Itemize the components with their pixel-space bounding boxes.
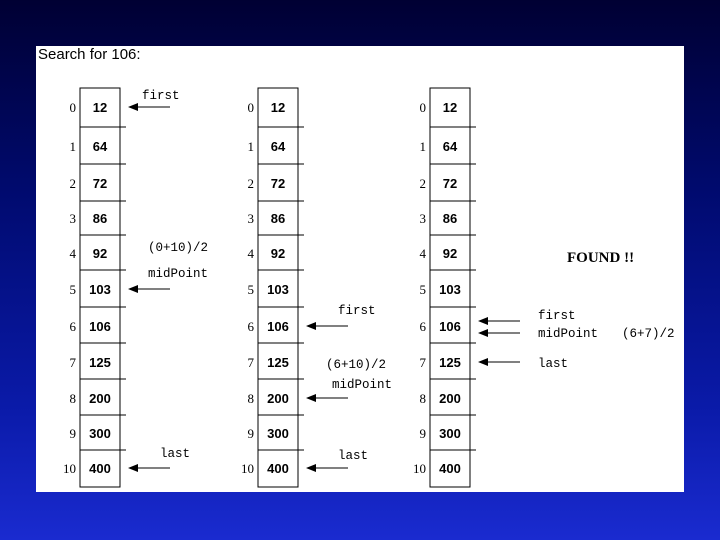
midpoint-formula: (0+10)/2 — [148, 241, 209, 255]
cell-value: 103 — [267, 282, 289, 297]
cell-index: 10 — [413, 461, 426, 476]
cell-value: 64 — [92, 139, 108, 154]
cell-value: 106 — [439, 319, 461, 334]
cell-value: 400 — [89, 461, 111, 476]
cell-index: 6 — [247, 319, 254, 334]
cell-index: 9 — [69, 426, 76, 441]
arrowhead-icon — [128, 285, 138, 293]
arrowhead-icon — [128, 103, 138, 111]
cell-index: 8 — [419, 391, 426, 406]
cell-index: 3 — [419, 211, 426, 226]
cell-value: 86 — [270, 211, 286, 226]
cell-value: 103 — [89, 282, 111, 297]
cell-index: 6 — [69, 319, 76, 334]
cell-index: 5 — [69, 282, 76, 297]
cell-index: 1 — [419, 139, 426, 154]
cell-index: 8 — [69, 391, 76, 406]
cell-value: 86 — [442, 211, 458, 226]
cell-index: 2 — [247, 176, 254, 191]
cell-index: 2 — [69, 176, 76, 191]
cell-index: 10 — [63, 461, 76, 476]
cell-value: 86 — [92, 211, 108, 226]
pointer-label-last: last — [338, 449, 369, 463]
pointer-label-midpoint: midPoint — [538, 327, 599, 341]
cell-value: 92 — [92, 246, 108, 261]
arrowhead-icon — [306, 464, 316, 472]
cell-value: 64 — [270, 139, 286, 154]
cell-index: 3 — [69, 211, 76, 226]
cell-index: 4 — [247, 246, 254, 261]
cell-value: 72 — [92, 176, 108, 191]
arrowhead-icon — [128, 464, 138, 472]
pointer-label-midpoint: midPoint — [332, 378, 393, 392]
cell-index: 7 — [69, 355, 76, 370]
arrowhead-icon — [306, 322, 316, 330]
cell-index: 1 — [69, 139, 76, 154]
arrowhead-icon — [478, 358, 488, 366]
cell-value: 125 — [89, 355, 111, 370]
slide-panel — [36, 46, 684, 492]
cell-value: 200 — [267, 391, 289, 406]
pointer-label-first: first — [142, 89, 180, 103]
cell-value: 103 — [439, 282, 461, 297]
cell-index: 4 — [419, 246, 426, 261]
cell-index: 8 — [247, 391, 254, 406]
cell-value: 300 — [439, 426, 461, 441]
cell-value: 200 — [439, 391, 461, 406]
cell-index: 1 — [247, 139, 254, 154]
cell-value: 12 — [92, 100, 108, 115]
pointer-label-last: last — [538, 357, 569, 371]
cell-index: 0 — [419, 100, 426, 115]
cell-value: 12 — [442, 100, 458, 115]
cell-value: 12 — [270, 100, 286, 115]
cell-value: 92 — [442, 246, 458, 261]
cell-value: 200 — [89, 391, 111, 406]
cell-value: 72 — [442, 176, 458, 191]
pointer-label-first: first — [538, 309, 576, 323]
pointer-label-midpoint: midPoint — [148, 267, 209, 281]
midpoint-formula: (6+10)/2 — [326, 358, 387, 372]
cell-index: 10 — [241, 461, 254, 476]
cell-value: 125 — [439, 355, 461, 370]
cell-index: 0 — [247, 100, 254, 115]
arrowhead-icon — [306, 394, 316, 402]
arrowhead-icon — [478, 317, 488, 325]
cell-value: 106 — [267, 319, 289, 334]
cell-index: 2 — [419, 176, 426, 191]
arrowhead-icon — [478, 329, 488, 337]
cell-index: 9 — [419, 426, 426, 441]
cell-index: 7 — [419, 355, 426, 370]
cell-value: 64 — [442, 139, 458, 154]
cell-index: 7 — [247, 355, 254, 370]
cell-value: 92 — [270, 246, 286, 261]
cell-value: 300 — [267, 426, 289, 441]
slide-title: Search for 106: — [38, 46, 141, 63]
midpoint-formula: (6+7)/2 — [622, 327, 675, 341]
cell-value: 125 — [267, 355, 289, 370]
cell-index: 9 — [247, 426, 254, 441]
pointer-label-last: last — [160, 447, 191, 461]
cell-index: 3 — [247, 211, 254, 226]
binary-search-diagram — [36, 46, 684, 492]
cell-index: 5 — [247, 282, 254, 297]
cell-value: 106 — [89, 319, 111, 334]
cell-value: 72 — [270, 176, 286, 191]
cell-index: 6 — [419, 319, 426, 334]
found-label: FOUND !! — [567, 250, 635, 266]
cell-value: 400 — [267, 461, 289, 476]
cell-index: 0 — [69, 100, 76, 115]
cell-value: 300 — [89, 426, 111, 441]
cell-value: 400 — [439, 461, 461, 476]
cell-index: 4 — [69, 246, 76, 261]
cell-index: 5 — [419, 282, 426, 297]
pointer-label-first: first — [338, 304, 376, 318]
